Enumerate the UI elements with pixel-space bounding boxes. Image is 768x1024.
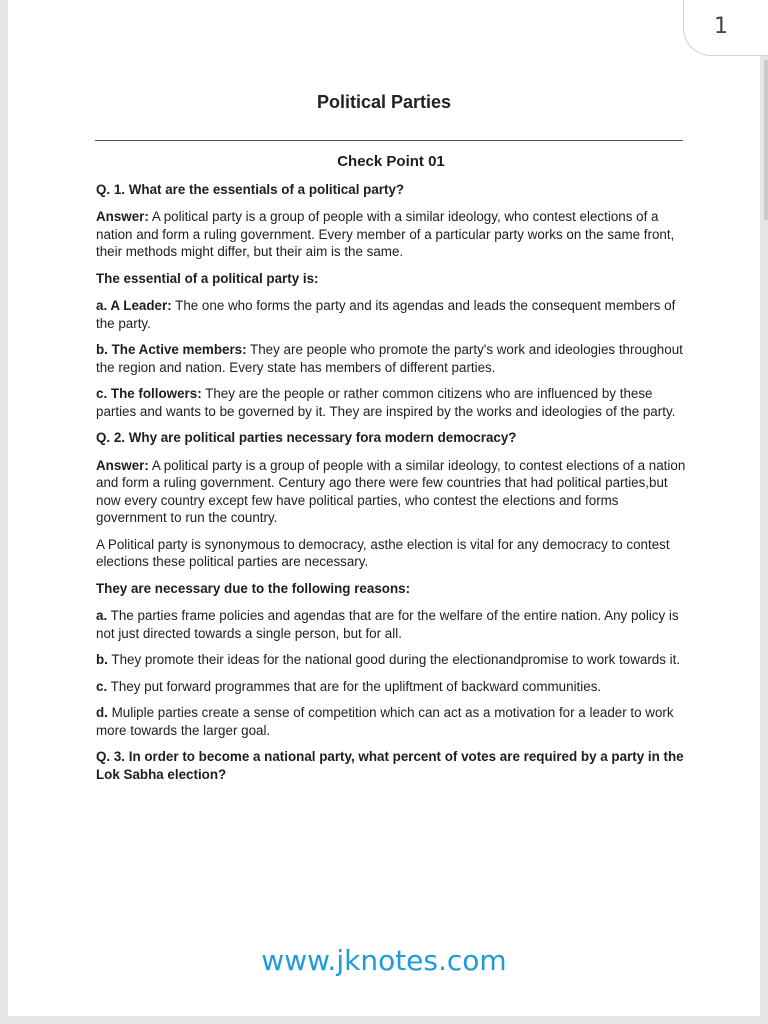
answer-text: A political party is a group of people with a similar ideology, to contest elections of a nation and form a ruling government. Century ago there were few countries that had political parties,but now every country except few have political parties, who contest the elections and forms government to run the country. — [96, 457, 686, 525]
list-item — [96, 297, 686, 332]
item-text: They are people who promote the party's work and ideologies throughout the region and nation. Every state has members of different parties. — [96, 342, 683, 375]
item-label: a. — [96, 608, 108, 623]
list-item — [96, 678, 686, 696]
item-label: d. — [96, 705, 108, 720]
item-label: b. The Active members: — [96, 342, 247, 357]
page-title: Political Parties — [316, 92, 452, 112]
question-3: Q. 3. In order to become a national party, what percent of votes are required by a party in the Lok Sabha election? — [96, 749, 684, 782]
item-text: Muliple parties create a sense of competition which can act as a motivation for a leader to work more towards the larger goal. — [96, 705, 674, 738]
answer-2-paragraph: A Political party is synonymous to democracy, asthe election is vital for any democracy to contest elections these political parties are necessary. — [96, 536, 670, 569]
list-item — [96, 385, 686, 420]
list-item — [96, 651, 686, 669]
list-item — [96, 341, 686, 376]
item-label: c. The followers: — [96, 386, 202, 401]
item-label: a. A Leader: — [96, 298, 172, 313]
answer-label: Answer: — [96, 457, 149, 473]
item-text: They are the people or rather common citizens who are influenced by these parties and wants to be governed by it. They are inspired by the works and ideologies of the party. — [96, 386, 676, 419]
item-text: They promote their ideas for the national good during the electionandpromise to work towards it. — [107, 652, 681, 667]
item-text: The parties frame policies and agendas that are for the welfare of the entire nation. Any policy is not just directed towards a single person, but for all. — [96, 608, 679, 641]
footer-link[interactable]: www.jknotes.com — [261, 944, 507, 977]
essentials-heading: The essential of a political party is: — [96, 270, 319, 286]
item-label: b. — [96, 652, 108, 667]
item-text: The one who forms the party and its agendas and leads the consequent members of the party. — [96, 298, 676, 331]
document-content — [96, 153, 686, 793]
item-label: c. — [96, 678, 108, 694]
scrollbar[interactable] — [764, 60, 768, 220]
answer-text: A political party is a group of people with a similar ideology, who contest elections of a nation and form a ruling government. Every member of a particular party works on the same front, their methods might differ, but their aim is the same. — [96, 209, 675, 259]
question-2: Q. 2. Why are political parties necessary fora modern democracy? — [96, 430, 517, 445]
list-item — [96, 607, 686, 642]
question-1: Q. 1. What are the essentials of a political party? — [96, 181, 405, 197]
answer-1 — [96, 208, 686, 261]
section-subtitle: Check Point 01 — [337, 153, 445, 170]
title-divider — [95, 140, 683, 141]
item-text: They put forward programmes that are for the upliftment of backward communities. — [107, 678, 602, 694]
reasons-heading: They are necessary due to the following reasons: — [96, 580, 411, 596]
page-number-badge — [683, 0, 768, 56]
list-item — [96, 704, 686, 739]
page-number: 1 — [714, 14, 728, 39]
answer-2 — [96, 457, 686, 527]
answer-label: Answer: — [96, 209, 149, 224]
